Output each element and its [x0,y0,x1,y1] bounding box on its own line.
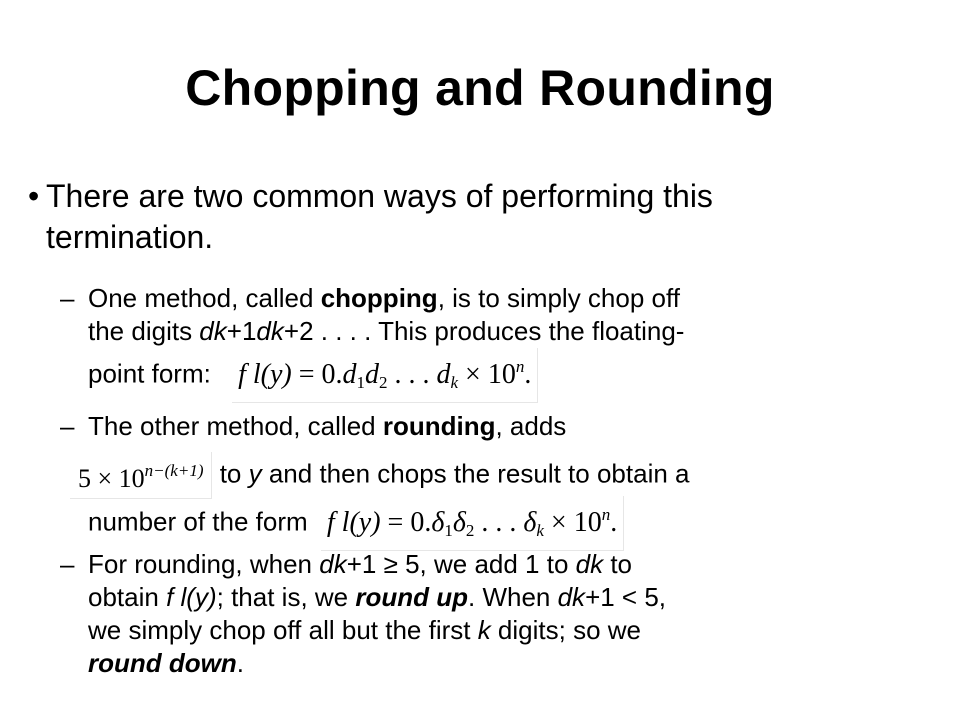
text-run: point form: [88,358,219,389]
formula-part: . . . [387,359,437,390]
main-bullet-line-2: termination. [46,219,214,255]
text-run: +1 < 5, [585,582,667,612]
text-run: One method, called [88,283,321,313]
text-run: and then chops the result to obtain a [261,458,690,489]
digit-symbol: dk [199,316,227,346]
text-run: we simply chop off all but the first [88,615,478,645]
digit-symbol: dk [319,549,347,579]
formula-part: n [601,505,611,524]
text-run: obtain [88,582,167,612]
formula-part: . . . [474,507,524,538]
rounding-line-2-text [70,452,950,499]
formula-part: 2 [379,373,388,392]
dash-marker: – [60,283,75,313]
text-run: The other method, called [88,411,383,441]
formula-part: 2 [465,521,475,540]
sub-bullet-rounding-text [88,410,950,443]
text-line [88,496,950,551]
dash-marker: – [60,549,75,579]
text-line [88,282,950,315]
formula-part: f l(y) [238,359,292,390]
formula-part: d [365,359,379,390]
text-run: , adds [495,411,567,441]
text-run: . [236,648,244,678]
formula-part: 1 [356,373,365,392]
text-run: to [212,458,249,489]
text-line [88,410,950,443]
formula-part: . [610,507,618,538]
keyword-round-up: round up [355,582,468,612]
text-run: , is to simply chop off [437,283,680,313]
bullet-icon: • [28,178,40,214]
formula-part: 5 × 10 [78,464,145,493]
rounding-increment-formula [70,452,212,499]
keyword-chopping: chopping [320,283,438,313]
variable-k: k [477,615,491,645]
text-line [88,581,950,614]
text-run: +1 [226,316,257,346]
formula-part: 1 [444,521,453,540]
dash-marker: – [60,411,75,441]
text-run: +2 . . . . This produces the floating- [283,316,685,346]
formula-part: f l(y) [326,507,381,538]
rounding-line-3-text [88,496,950,551]
text-run: the digits [88,316,200,346]
text-run: . When [468,582,558,612]
text-run: to [603,549,633,579]
text-line [88,348,950,403]
text-line [88,647,950,680]
sub-bullet-rounding-rule-text [88,548,950,680]
formula-part: k [536,521,544,540]
formula-part: k [450,373,459,392]
formula-part: = 0. [291,359,343,390]
digit-symbol: dk [256,316,284,346]
formula-part: = 0. [380,507,432,538]
sub-bullet-chopping-text [88,282,950,403]
formula-part: d [342,359,357,390]
main-bullet-line-1: There are two common ways of performing this [46,178,713,214]
keyword-rounding: rounding [382,411,496,441]
text-line [88,614,950,647]
formula-part: × 10 [458,359,516,390]
text-run: ; that is, we [216,582,356,612]
fl-symbol: f l(y) [166,582,217,612]
digit-symbol: dk [575,549,604,579]
chopping-formula [232,348,538,403]
formula-part: × 10 [543,507,602,538]
formula-part: δ [523,507,537,538]
formula-part: . [524,359,532,390]
formula-part: δ [431,507,445,538]
main-bullet-text [46,176,946,258]
rounding-formula [321,496,624,551]
text-line [88,548,950,581]
formula-part: δ [452,507,466,538]
formula-part: n [515,357,525,376]
formula-part: d [436,359,451,390]
digit-symbol: dk [557,582,586,612]
slide-title: Chopping and Rounding [185,60,775,116]
text-line [88,315,950,348]
text-run: digits; so we [490,615,641,645]
variable-y: y [248,458,262,489]
text-run: For rounding, when [88,549,320,579]
text-line [70,452,950,499]
keyword-round-down: round down [88,648,237,678]
formula-part: n−(k+1) [144,461,204,480]
text-run: +1 ≥ 5, we add 1 to [346,549,576,579]
text-run: number of the form [88,506,315,537]
